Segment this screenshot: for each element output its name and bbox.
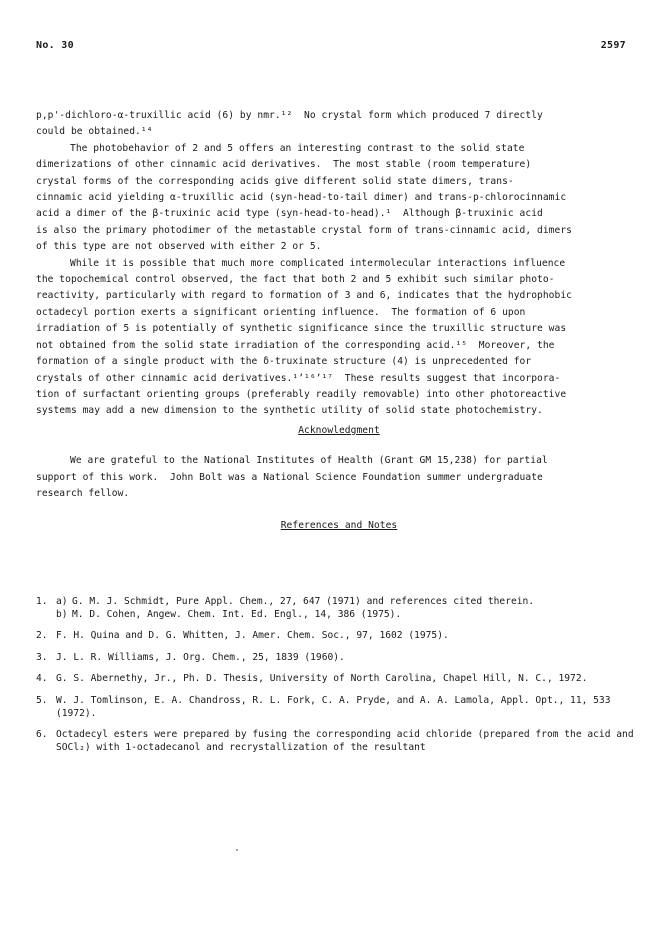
text-line: p,p'-dichloro-α-truxillic acid (6) by nmr.¹² No crystal form which produced 7 directly — [36, 110, 543, 121]
scan-speck — [236, 849, 238, 851]
text-line: of this type are not observed with either 2 or 5. — [36, 241, 322, 253]
page-number: 2597 — [600, 40, 626, 51]
reference-text: F. H. Quina and D. G. Whitten, J. Amer. Chem. Soc., 97, 1602 (1975). — [56, 630, 449, 642]
text-line: octadecyl portion exerts a significant orienting influence. The formation of 6 upon — [36, 306, 526, 318]
text-line: not obtained from the solid state irradiation of the corresponding acid.¹⁵ Moreover, the — [36, 339, 555, 351]
main-text — [36, 108, 642, 549]
reference-number: 4. — [36, 673, 48, 685]
reference-number: 6. — [36, 729, 48, 741]
reference-number: 5. — [36, 694, 48, 706]
text-line: research fellow. — [36, 487, 130, 499]
text-line: crystals of other cinnamic acid derivatives.¹ʼ¹⁶ʼ¹⁷ These results suggest that incorpora- — [36, 372, 561, 384]
text-line: is also the primary photodimer of the metastable crystal form of trans-cinnamic acid, dimers — [36, 224, 572, 236]
text-line: The photobehavior of 2 and 5 offers an interesting contrast to the solid state — [70, 142, 525, 154]
reference-item — [36, 630, 642, 643]
text-line: acid a dimer of the β-truxinic acid type (syn-head-to-head).¹ Although β-truxinic acid — [36, 208, 543, 220]
reference-text: G. M. J. Schmidt, Pure Appl. Chem., 27, 647 (1971) and references cited therein. — [72, 596, 535, 607]
text-line: support of this work. John Bolt was a National Science Foundation summer undergraduate — [36, 471, 543, 483]
text-line: formation of a single product with the δ-truxinate structure (4) is unprecedented for — [36, 356, 532, 368]
text-line: crystal forms of the corresponding acids give different solid state dimers, trans- — [36, 175, 514, 187]
reference-item — [36, 596, 642, 621]
reference-text: J. L. R. Williams, J. Org. Chem., 25, 1839 (1960). — [56, 651, 345, 663]
reference-text: M. D. Cohen, Angew. Chem. Int. Ed. Engl., 14, 386 (1975). — [72, 608, 402, 620]
references-list — [36, 596, 642, 763]
text-line: systems may add a new dimension to the synthetic utility of solid state photochemistry. — [36, 405, 543, 417]
references-heading: References and Notes — [280, 520, 398, 532]
text-line: We are grateful to the National Institutes of Health (Grant GM 15,238) for partial — [70, 455, 548, 467]
text-line: could be obtained.¹⁴ — [36, 126, 153, 138]
reference-sub-letter: a) — [56, 596, 68, 607]
text-line: dimerizations of other cinnamic acid derivatives. The most stable (room temperature) — [36, 159, 532, 171]
text-line: While it is possible that much more complicated intermolecular interactions influence — [70, 257, 566, 269]
issue-number: No. 30 — [36, 40, 74, 51]
text-line: reactivity, particularly with regard to formation of 3 and 6, indicates that the hydrophobic — [36, 290, 572, 302]
text-line: cinnamic acid yielding α-truxillic acid (syn-head-to-tail dimer) and trans-p-chlorocinnamic — [36, 192, 567, 204]
acknowledgment-heading: Acknowledgment — [298, 424, 380, 436]
reference-number: 2. — [36, 630, 48, 642]
reference-number: 1. — [36, 596, 48, 607]
reference-item — [36, 652, 642, 665]
reference-item — [36, 673, 642, 686]
text-line: the topochemical control observed, the fact that both 2 and 5 exhibit such similar photo- — [36, 274, 555, 286]
reference-item — [36, 695, 642, 720]
reference-number: 3. — [36, 651, 48, 663]
reference-sub-letter: b) — [56, 608, 68, 620]
reference-text: W. J. Tomlinson, E. A. Chandross, R. L. Fork, C. A. Pryde, and A. A. Lamola, Appl. Opt., 11, 533 (1972). — [56, 694, 611, 719]
reference-text: Octadecyl esters were prepared by fusing the corresponding acid chloride (prepared from the acid and SOCl₂) with 1-octadecanol and recrystallization of the resultant — [56, 729, 634, 753]
text-line: irradiation of 5 is potentially of synthetic significance since the truxillic structure was — [36, 323, 567, 335]
text-line: tion of surfactant orienting groups (preferably readily removable) into other photoreactive — [36, 388, 567, 400]
reference-item — [36, 729, 642, 754]
reference-text: G. S. Abernethy, Jr., Ph. D. Thesis, University of North Carolina, Chapel Hill, N. C., 1972. — [56, 673, 588, 685]
